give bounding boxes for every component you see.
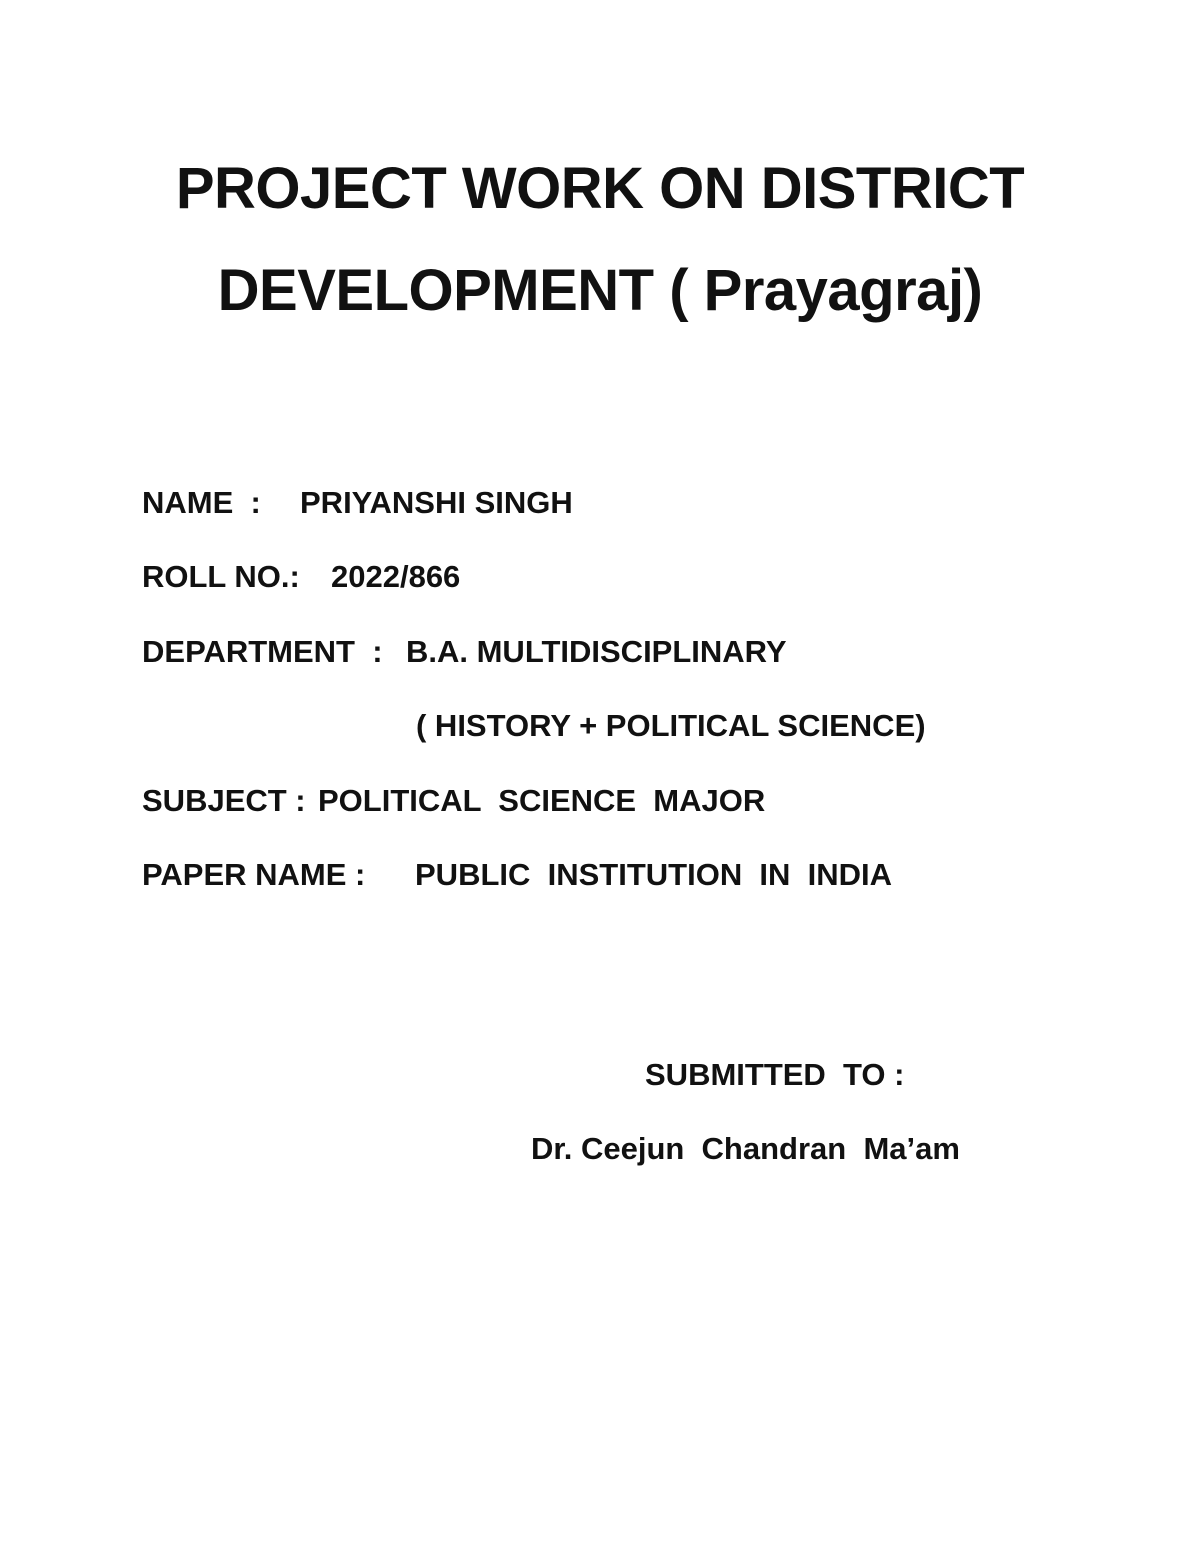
- submitted-to-label: SUBMITTED TO :: [645, 1057, 905, 1092]
- document-title-line-1: PROJECT WORK ON DISTRICT: [175, 156, 1025, 221]
- paper-name-row: [142, 859, 892, 890]
- department-row: [142, 636, 787, 667]
- name-value: PRIYANSHI SINGH: [300, 485, 573, 520]
- department-continuation: ( HISTORY + POLITICAL SCIENCE): [416, 708, 926, 743]
- recipient-name: Dr. Ceejun Chandran Ma’am: [531, 1131, 960, 1166]
- name-label: NAME :: [142, 485, 261, 520]
- name-row: [142, 487, 573, 518]
- subject-row: [142, 785, 765, 816]
- department-label: DEPARTMENT :: [142, 634, 383, 669]
- roll-number-row: [142, 561, 460, 592]
- roll-number-value: 2022/866: [331, 559, 461, 594]
- roll-number-label: ROLL NO.:: [142, 559, 300, 594]
- subject-label: SUBJECT :: [142, 783, 306, 818]
- paper-name-label: PAPER NAME :: [142, 857, 366, 892]
- paper-name-value: PUBLIC INSTITUTION IN INDIA: [415, 857, 893, 892]
- subject-value: POLITICAL SCIENCE MAJOR: [318, 783, 766, 818]
- department-value: B.A. MULTIDISCIPLINARY: [406, 634, 787, 669]
- document-title-line-2: DEVELOPMENT ( Prayagraj): [217, 258, 983, 323]
